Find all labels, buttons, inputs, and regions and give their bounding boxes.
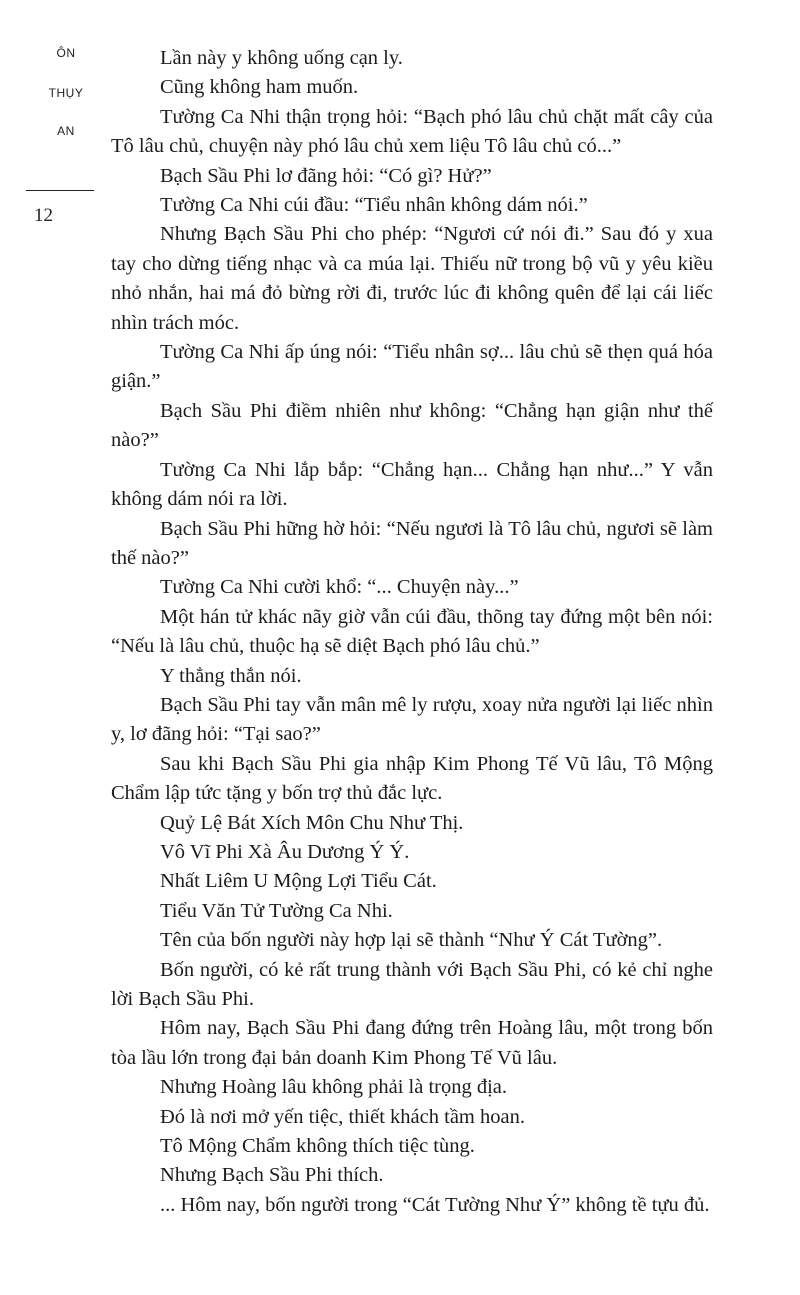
paragraph: Nhất Liêm U Mộng Lợi Tiểu Cát.	[160, 870, 437, 893]
margin-divider	[26, 190, 94, 191]
paragraph: Tường Ca Nhi ấp úng nói: “Tiểu nhân sợ... lâu chủ sẽ thẹn quá hóa giận.”	[111, 341, 713, 393]
author-name-line-2: THỤY	[48, 86, 84, 100]
paragraph: Bạch Sầu Phi lơ đãng hỏi: “Có gì? Hử?”	[160, 164, 492, 187]
paragraph: Nhưng Hoàng lâu không phải là trọng địa.	[160, 1076, 508, 1099]
paragraph: Cũng không ham muốn.	[160, 76, 359, 99]
paragraph: ... Hôm nay, bốn người trong “Cát Tường Như Ý” không tề tựu đủ.	[160, 1193, 710, 1216]
paragraph: Đó là nơi mở yến tiệc, thiết khách tầm hoan.	[160, 1105, 525, 1128]
paragraph: Tường Ca Nhi thận trọng hỏi: “Bạch phó lâu chủ chặt mất cây của Tô lâu chủ, chuyện này phó lâu chủ xem liệu Tô lâu chủ có...”	[111, 105, 713, 158]
author-name-line-1: ÔN	[56, 46, 76, 60]
author-name-line-3: AN	[57, 124, 75, 138]
paragraph: Một hán tử khác nãy giờ vẫn cúi đầu, thõng tay đứng một bên nói: “Nếu là lâu chủ, thuộc hạ sẽ diệt Bạch phó lâu chủ.”	[111, 605, 713, 658]
paragraph: Nhưng Bạch Sầu Phi thích.	[160, 1164, 384, 1187]
paragraph: Quỷ Lệ Bát Xích Môn Chu Như Thị.	[160, 811, 464, 834]
paragraph: Tường Ca Nhi cười khổ: “... Chuyện này...”	[160, 576, 519, 599]
paragraph: Bạch Sầu Phi tay vẫn mân mê ly rượu, xoay nửa người lại liếc nhìn y, lơ đãng hỏi: “Tại sao?”	[111, 693, 713, 746]
body-text	[111, 44, 713, 1220]
paragraph: Tường Ca Nhi cúi đầu: “Tiểu nhân không dám nói.”	[160, 194, 588, 217]
paragraph: Tên của bốn người này hợp lại sẽ thành “Như Ý Cát Tường”.	[160, 929, 663, 952]
paragraph: Hôm nay, Bạch Sầu Phi đang đứng trên Hoàng lâu, một trong bốn tòa lầu lớn trong đại bản doanh Kim Phong Tế Vũ lâu.	[111, 1017, 713, 1069]
paragraph: Sau khi Bạch Sầu Phi gia nhập Kim Phong Tế Vũ lâu, Tô Mộng Chẩm lập tức tặng y bốn trợ thủ đắc lực.	[111, 752, 713, 805]
paragraph: Tô Mộng Chẩm không thích tiệc tùng.	[160, 1135, 475, 1158]
paragraph: Nhưng Bạch Sầu Phi cho phép: “Ngươi cứ nói đi.” Sau đó y xua tay cho dừng tiếng nhạc và ca múa lại. Thiếu nữ trong bộ vũ y yêu kiều nhỏ nhắn, hai má đỏ bừng rời đi, trước lúc đi không quên để lại cái liếc nhìn trách móc.	[111, 223, 713, 334]
paragraph: Vô Vĩ Phi Xà Âu Dương Ý Ý.	[160, 840, 410, 863]
paragraph: Bạch Sầu Phi hững hờ hỏi: “Nếu ngươi là Tô lâu chủ, ngươi sẽ làm thế nào?”	[111, 517, 713, 569]
paragraph: Bốn người, có kẻ rất trung thành với Bạch Sầu Phi, có kẻ chỉ nghe lời Bạch Sầu Phi.	[111, 958, 713, 1010]
paragraph: Bạch Sầu Phi điềm nhiên như không: “Chẳng hạn giận như thế nào?”	[111, 399, 713, 452]
paragraph: Y thẳng thắn nói.	[160, 664, 302, 687]
paragraph: Tường Ca Nhi lắp bắp: “Chẳng hạn... Chẳng hạn như...” Y vẫn không dám nói ra lời.	[111, 458, 713, 511]
paragraph: Tiểu Văn Tử Tường Ca Nhi.	[160, 899, 393, 922]
page-number: 12	[34, 205, 53, 226]
paragraph: Lần này y không uống cạn ly.	[160, 47, 403, 69]
